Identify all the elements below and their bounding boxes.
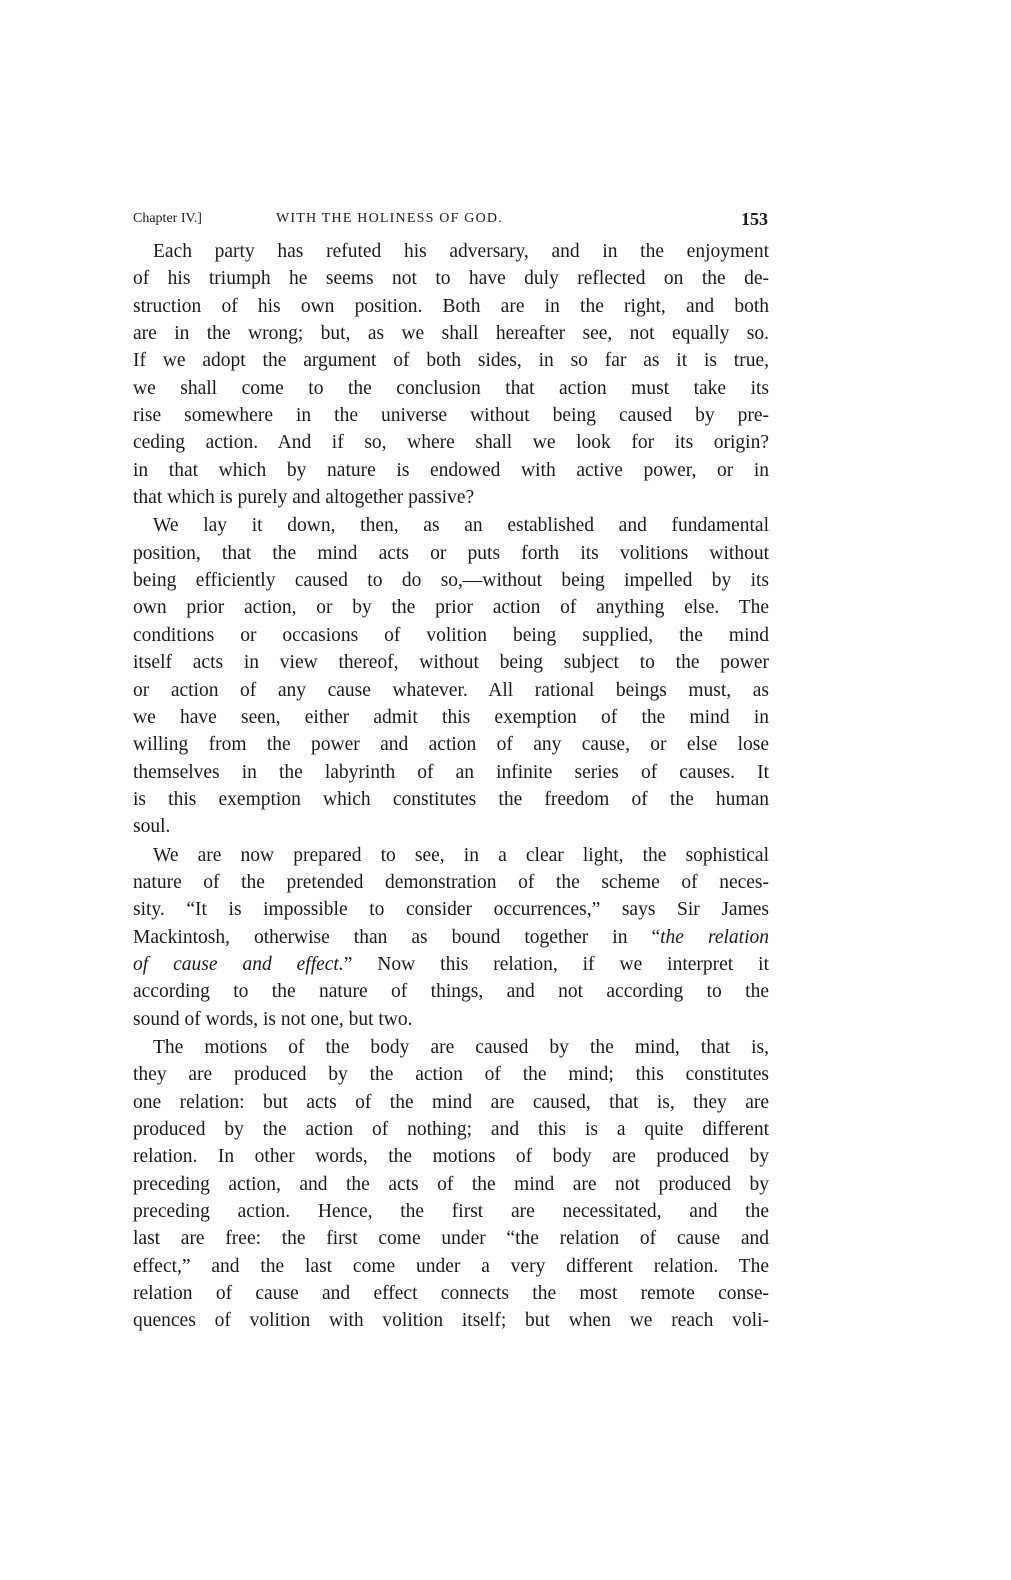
text-line	[133, 1171, 769, 1198]
text-run: preceding action, and the acts of the mind are not produced by	[133, 1173, 769, 1195]
text-run: one relation: but acts of the mind are caused, that is, they are	[133, 1091, 769, 1113]
text-line-content	[133, 951, 769, 978]
text-line	[133, 1034, 769, 1061]
text-line	[133, 1225, 769, 1252]
text-line	[133, 869, 769, 896]
text-line-content	[133, 265, 769, 292]
text-run: willing from the power and action of any cause, or else lose	[133, 734, 769, 756]
text-line-content	[133, 978, 769, 1005]
text-line	[133, 1089, 769, 1116]
text-run: sound of words, is not one, but two.	[133, 1008, 413, 1030]
text-run: we have seen, either admit this exemption of the mind in	[133, 706, 769, 728]
text-line-content	[133, 1253, 769, 1280]
text-line-content	[133, 487, 474, 508]
text-line-content	[153, 512, 769, 539]
text-run: they are produced by the action of the mind; this constitutes	[133, 1064, 769, 1086]
text-run: itself acts in view thereof, without being subject to the power	[133, 652, 769, 674]
text-line	[133, 978, 769, 1005]
text-line	[133, 484, 769, 511]
text-line	[133, 594, 769, 621]
text-line-content	[133, 540, 769, 567]
text-line-content	[133, 622, 769, 649]
text-line	[133, 813, 769, 840]
text-run: The motions of the body are caused by the mind, that is,	[153, 1036, 769, 1058]
text-run: Each party has refuted his adversary, and in the enjoyment	[153, 241, 769, 262]
text-line	[133, 293, 769, 320]
text-line	[133, 320, 769, 347]
text-run: are in the wrong; but, as we shall hereafter see, not equally so.	[133, 323, 769, 345]
text-line-content	[153, 238, 769, 265]
italic-text: the relation	[660, 926, 769, 948]
text-line	[133, 347, 769, 374]
text-line-content	[133, 731, 769, 758]
text-line-content	[133, 924, 769, 951]
text-line-content	[133, 704, 769, 731]
text-line-content	[153, 1034, 769, 1061]
text-line	[133, 1061, 769, 1088]
text-line	[133, 704, 769, 731]
text-line	[133, 1116, 769, 1143]
text-run: produced by the action of nothing; and this is a quite different	[133, 1119, 769, 1140]
text-line-content	[133, 1116, 769, 1143]
text-line-content	[133, 1061, 769, 1088]
page-body-text	[133, 238, 769, 1336]
text-run: Mackintosh, otherwise than as bound together in “	[133, 926, 661, 948]
text-run: sity. “It is impossible to consider occurrences,” says Sir James	[133, 899, 769, 921]
text-run: according to the nature of things, and not according to the	[133, 981, 769, 1003]
text-run: relation of cause and effect connects the most remote conse-	[133, 1283, 769, 1305]
text-line-content	[133, 293, 769, 320]
text-line-content	[133, 869, 769, 896]
text-line	[133, 1253, 769, 1280]
text-run: ceding action. And if so, where shall we look for its origin?	[133, 432, 769, 454]
text-line-content	[133, 320, 769, 347]
text-line	[133, 622, 769, 649]
text-run: rise somewhere in the universe without being caused by pre-	[133, 405, 769, 427]
text-run: struction of his own position. Both are in the right, and both	[133, 295, 769, 317]
text-line	[133, 375, 769, 402]
text-line-content	[133, 567, 769, 594]
text-line-content	[133, 1307, 769, 1334]
text-line-content	[133, 594, 769, 621]
text-line	[133, 265, 769, 292]
text-run: of his triumph he seems not to have duly reflected on the de-	[133, 268, 769, 290]
text-run: conditions or occasions of volition being supplied, the mind	[133, 624, 769, 646]
text-run: that which is purely and altogether passive?	[133, 487, 475, 509]
chapter-label: Chapter IV.]	[133, 211, 202, 226]
text-run: position, that the mind acts or puts forth its volitions without	[133, 542, 769, 564]
text-line-content	[133, 1225, 769, 1252]
text-line	[133, 1143, 769, 1170]
text-line	[133, 1006, 769, 1033]
text-run: we shall come to the conclusion that action must take its	[133, 377, 769, 399]
text-line	[133, 731, 769, 758]
paragraph	[133, 512, 769, 840]
text-run: We are now prepared to see, in a clear light, the sophistical	[153, 844, 769, 866]
text-run: or action of any cause whatever. All rational beings must, as	[133, 679, 769, 701]
text-line-content	[133, 677, 769, 704]
text-line-content	[133, 759, 769, 786]
text-line	[133, 896, 769, 923]
text-line	[133, 1198, 769, 1225]
text-run: last are free: the first come under “the relation of cause and	[133, 1228, 769, 1250]
text-line-content	[133, 1280, 769, 1307]
text-line	[133, 677, 769, 704]
text-run: being efficiently caused to do so,—without being impelled by its	[133, 570, 769, 592]
text-line-content	[133, 786, 769, 813]
text-run: own prior action, or by the prior action of anything else. The	[133, 597, 769, 619]
text-line	[133, 540, 769, 567]
text-run: relation. In other words, the motions of body are produced by	[133, 1146, 769, 1168]
text-line	[133, 429, 769, 456]
text-line-content	[133, 816, 170, 837]
text-line-content	[133, 402, 769, 429]
text-line-content	[133, 649, 769, 676]
text-run: preceding action. Hence, the first are necessitated, and the	[133, 1201, 769, 1223]
text-line-content	[133, 375, 769, 402]
paragraph	[133, 842, 769, 1033]
text-line-content	[133, 347, 769, 374]
text-run: If we adopt the argument of both sides, in so far as it is true,	[133, 350, 769, 372]
text-run: in that which by nature is endowed with active power, or in	[133, 459, 769, 481]
text-line-content	[133, 1009, 413, 1030]
paragraph	[133, 1034, 769, 1335]
italic-text: of cause and effect.	[133, 953, 344, 975]
text-line	[133, 512, 769, 539]
text-line	[133, 759, 769, 786]
text-line-content	[133, 1198, 769, 1225]
text-line	[133, 1307, 769, 1334]
text-line	[133, 951, 769, 978]
text-line-content	[133, 1089, 769, 1116]
text-line-content	[153, 842, 769, 869]
text-line	[133, 567, 769, 594]
text-run: quences of volition with volition itself; but when we reach voli-	[133, 1310, 769, 1332]
text-run: effect,” and the last come under a very different relation. The	[133, 1255, 769, 1277]
text-line	[133, 402, 769, 429]
text-line	[133, 1280, 769, 1307]
paragraph	[133, 238, 769, 511]
text-line-content	[133, 429, 769, 456]
text-run: soul.	[133, 816, 171, 838]
text-line-content	[133, 1171, 769, 1198]
text-run: nature of the pretended demonstration of the scheme of neces-	[133, 871, 769, 893]
text-run: themselves in the labyrinth of an infinite series of causes. It	[133, 761, 769, 783]
text-line	[133, 457, 769, 484]
page-number: 153	[741, 209, 768, 229]
text-line-content	[133, 1143, 769, 1170]
text-run: We lay it down, then, as an established and fundamental	[153, 515, 769, 537]
text-line	[133, 786, 769, 813]
text-line	[133, 924, 769, 951]
text-line	[133, 238, 769, 265]
text-line	[133, 842, 769, 869]
text-line-content	[133, 896, 769, 923]
text-run: ” Now this relation, if we interpret it	[343, 953, 769, 975]
running-header	[133, 211, 768, 237]
text-line	[133, 649, 769, 676]
running-title: WITH THE HOLINESS OF GOD.	[276, 211, 503, 226]
text-run: is this exemption which constitutes the freedom of the human	[133, 788, 769, 810]
text-line-content	[133, 457, 769, 484]
